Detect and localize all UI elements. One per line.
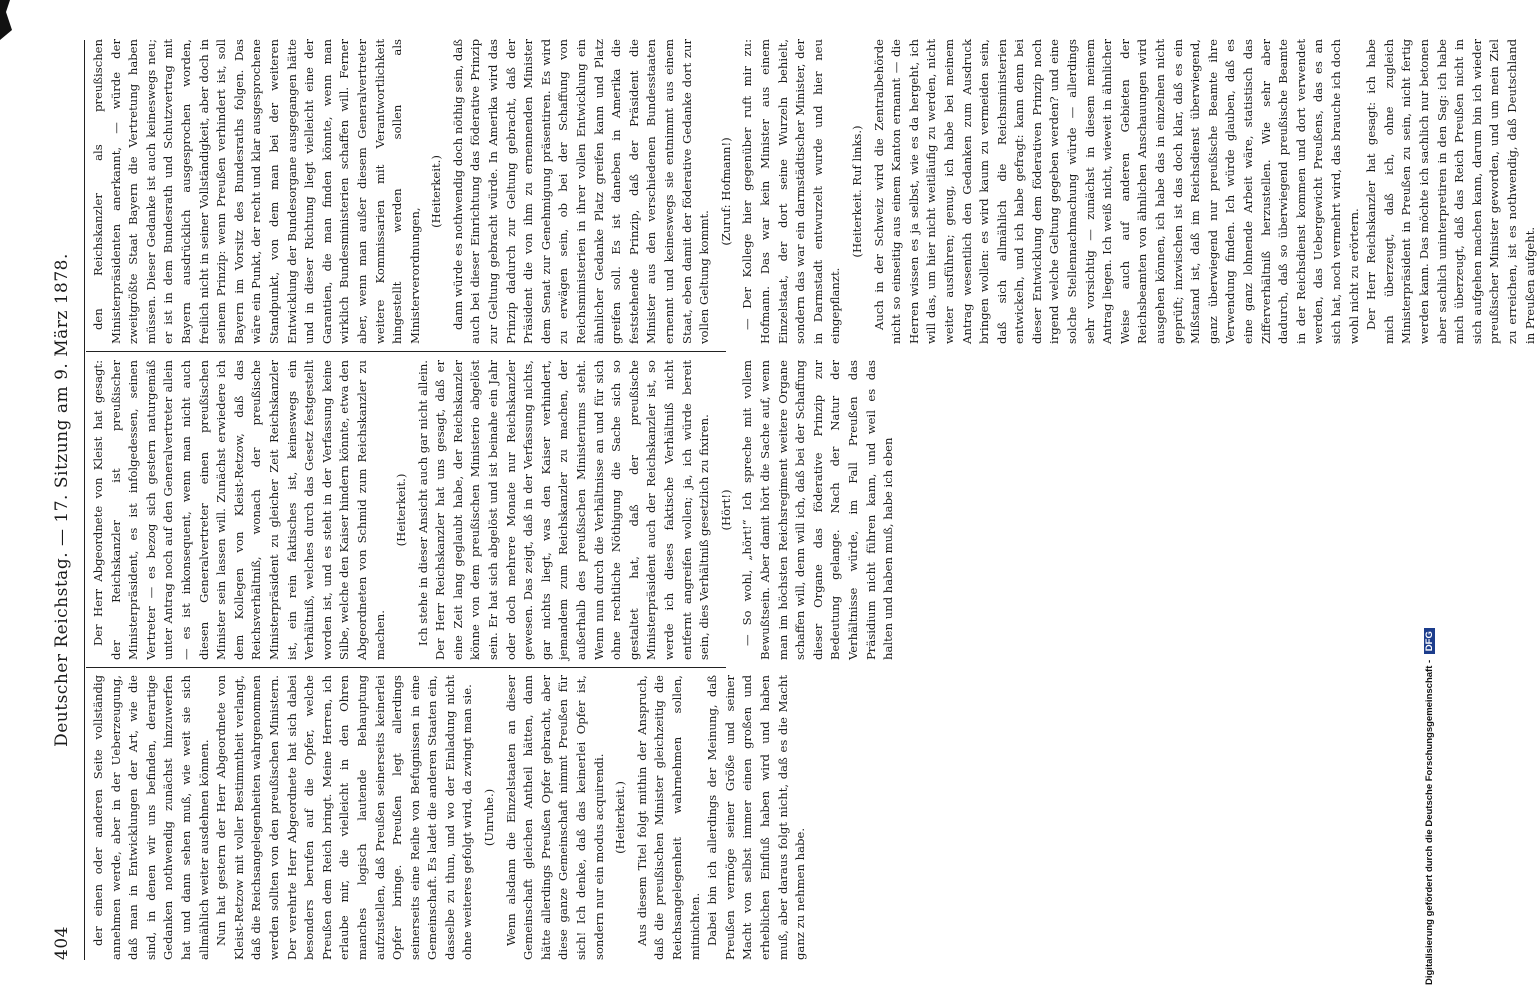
page-number: 404	[52, 926, 72, 960]
interjection: (Unruhe.)	[482, 788, 497, 847]
interjection: (Zuruf: Hofmann!)	[718, 137, 733, 246]
interjection: (Hört!)	[718, 489, 733, 531]
column-rule	[86, 667, 726, 668]
paragraph: Ich stehe in dieser Ansicht auch gar nicht allein. Der Herr Reichskanzler hat uns gesagt, daß er eine Zeit lang geglaubt habe, der Reichskanzler könne von dem preußischen Ministerio abgelöst sein. Er hat sich abgelöst und ist beinahe ein Jahr oder doch mehrere Monate nur Reichskanzler gewesen. Das zeigt, daß in der Verfassung nichts, gar nichts liegt, was den Kaiser verhindert, jemandem zum Reichskanzler zu machen, der außerhalb des preußischen Ministeriums steht. Wenn nun durch die Verhältnisse an und für sich ohne rechtliche Nöthigung die Sache sich so gestaltet hat, daß der preußische Ministerpräsident auch der Reichskanzler ist, so werde ich dieses faktische Verhältniß nicht entfernt angreifen wollen; ja, ich würde bereit sein, dies Verhältniß gesetzlich zu fixiren.	[415, 360, 712, 660]
scan-corner-mark	[0, 0, 16, 40]
paragraph: der einen oder anderen Seite vollständig annehmen werde, aber in der Ueberzeugung, daß man in Entwicklungen der Art, wie die sind, in denen wir uns befinden, derartige Gedanken nothwendig zunächst hinzuwerfen hat und dann sehen muß, wie weit sie sich allmählich weiter ausdehnen können.	[91, 675, 211, 960]
column-top-middle	[90, 359, 896, 660]
header-rule	[84, 40, 85, 960]
dfg-badge: DFG	[1424, 628, 1435, 654]
paragraph: — Der Kollege hier gegenüber ruft mir zu: Hofmann. Das war kein Minister aus einem Einzelstaat, der dort seine Wurzeln behielt, sondern das war ein darmstädtischer Minister, der in Darmstadt entwurzelt wurde und hier neu eingepflanzt.	[740, 39, 843, 344]
paragraph: — So wohl, „hört!“ Ich spreche mit vollem Bewußtsein. Aber damit hört die Sache auf, wenn man im höchsten Reichsregiment weitere Organe schaffen will, denn will ich, daß bei der Schaffung dieser Organe das föderative Prinzip zur Bedeutung gelange. Nach der Natur der Verhältnisse würde, im Fall Preußen das Präsidium nicht führen kann, und weil es das halten und haben muß, habe ich eben	[740, 360, 896, 660]
page-title: Deutscher Reichstag. — 17. Sitzung am 9. März 1878.	[52, 253, 72, 747]
paragraph: Nun hat gestern der Herr Abgeordnete von Kleist-Retzow mit voller Bestimmtheit verlangt, daß die Reichsangelegenheiten wahrgenommen werden sollten von den preußischen Ministern. Der verehrte Herr Abgeordnete hat sich dabei besonders berufen auf die Opfer, welche Preußen dem Reich bringt. Meine Herren, ich erlaube mir, die vielleicht in den Ohren manches logisch lautende Behauptung aufzustellen, daß Preußen seinerseits keinerlei Opfer bringe. Preußen legt allerdings seinerseits eine Reihe von Befugnissen in eine Gemeinschaft. Es ladet die anderen Staaten ein, dasselbe zu thun, und wo der Einladung nicht ohne weiteres gefolgt wird, da zwingt man sie.	[214, 675, 475, 960]
paragraph: Wenn alsdann die Einzelstaaten an dieser Gemeinschaft gleichen Antheil hätten, dann hätte allerdings Preußen Opfer gebracht, aber diese ganze Gemeinschaft nimmt Preußen für sich! Ich denke, daß das keinerlei Opfer ist, sondern nur ein modus acquirendi.	[503, 675, 606, 960]
interjection: (Heiterkeit.)	[394, 473, 409, 547]
interjection: (Heiterkeit.)	[429, 155, 444, 228]
paragraph: den Reichskanzler als preußischen Ministerpräsidenten anerkannt, — würde der zweitgrößte Staat Bayern die Vertretung haben müssen. Dieser Gedanke ist auch keineswegs neu; er ist in dem Bundesrath und Schutzvertrag mit Bayern ausdrücklich ausgesprochen worden, freilich nicht in seiner Vollständigkeit, aber doch in seinem Prinzip: wenn Preußen verhindert ist, soll Bayern im Vorsitz des Bundesraths folgen. Das wäre ein Punkt, der recht und klar ausgesprochene Standpunkt, von dem man bei der weiteren Entwicklung der Bundesorgane ausgegangen hätte und in dieser Richtung liegt vielleicht eine der Garantien, die man finden könnte, wenn man wirklich Bundesministerien schaffen will. Ferner aber, wenn man außer diesem Generalvertreter weitere Kommissarien mit Verantwortlichkeit hingestellt werden sollen als Ministerverordnungen,	[91, 39, 422, 344]
digitization-credit	[1424, 628, 1435, 985]
credit-text: Digitalisierung gefördert durch die Deutsche Forschungsgemeinschaft -	[1424, 659, 1435, 985]
paragraph: Der Herr Reichskanzler hat gesagt: ich habe mich überzeugt, daß ich, ohne zugleich Ministerpräsident in Preußen zu sein, nicht fertig werden kann. Das möchte ich sachlich nur betonen aber sachlich uninterpretiren in den Sag: ich habe mich überzeugt, daß das Reich Preußen nicht in sich aufgehen machen kann, darum bin ich wieder preußischer Minister geworden, und um mein Ziel zu erreichen, ist es nothwendig, daß Deutschland in Preußen aufgeht.	[1364, 39, 1537, 344]
paragraph: Aus diesem Titel folgt mithin der Anspruch, daß die preußischen Minister gleichzeitig die Reichsangelegenheit wahrnehmen sollen, mitnichten.	[634, 675, 702, 960]
paragraph: Auch in der Schweiz wird die Zentralbehörde nicht so einseitig aus einem Kanton ernannt — die Herren wissen es ja selbst, wie es da hergeht, ich will das, um hier nicht weitläufig zu werden, nicht weiter ausführen; genug, ich habe bei meinem Antrag wesentlich den Gedanken zum Ausdruck bringen wollen: es wird kaum zu vermeiden sein, daß sich allmählich die Reichsministerien entwickeln, und ich habe gefragt: kann denn bei dieser Entwicklung dem föderativen Prinzip noch irgend welche Geltung gegeben werden? und eine solche Stellennachmachung würde — allerdings sehr vorsichtig — zunächst in diesem meinem Antrag liegen. Ich weiß nicht, wieweit in ähnlicher Weise auch auf anderen Gebieten der Reichsbeamten von ähnlichen Anschauungen wird ausgehen können, ich habe das in einzelnen nicht geprüft; inzwischen ist das doch klar, daß es ein Mißstand ist, daß im Reichsdienst überwiegend, ganz überwiegend nur preußische Beamte ihre Verwendung finden. Ich würde glauben, daß es eine ganz lohnende Arbeit wäre, statistisch das Zifferverhältniß herzustellen. Wie sehr aber dadurch, daß so überwiegend preußische Beamte in der Reichsdienst kommen und dort verwendet werden, das Uebergewicht Preußens, das es an sich hat, noch vermehrt wird, das brauche ich doch wohl nicht zu erörtern.	[871, 39, 1361, 344]
paragraph: Dabei bin ich allerdings der Meinung, daß Preußen vermöge seiner Größe und seiner Macht von selbst immer einen großen und erheblichen Einfluß haben wird und haben muß, aber daraus folgt nicht, daß es die Macht ganz zu nehmen habe.	[705, 675, 808, 960]
interjection: (Heiterkeit. Ruf links.)	[849, 125, 864, 258]
paragraph: dann würde es nothwendig doch nöthig sein, daß auch bei dieser Einrichtung das föderative Prinzip zur Geltung gebracht würde. In Amerika wird das Prinzip dadurch zur Geltung gebracht, daß der Präsident die von ihm zu ernennenden Minister dem Senat zur Genehmigung präsentiren. Es wird zu erwägen sein, ob bei der Schaffung von Reichsministerien in ihrer vollen Entwicklung ein ähnlicher Gedanke Platz greifen kann und Platz greifen soll. Es ist daneben in Amerika die feststehende Prinzip, daß der Präsident die Minister aus den verschiedenen Bundesstaaten ernennt und keineswegs sie entnimmt aus einem Staat, eben damit der föderative Gedanke dort zur vollen Geltung kommt.	[450, 39, 712, 344]
paragraph: Der Herr Abgeordnete von Kleist hat gesagt: der Reichskanzler ist preußischer Ministerpräsident, es ist infolgedessen, seinen Vertreter — es bezog sich gestern naturgemäß unter Antrag noch auf den Generalvertreter allein — es ist inkonsequent, wenn man nicht auch diesen Generalvertreter einen preußischen Minister sein lassen will. Zunächst erwiedere ich dem Kollegen von Kleist-Retzow, daß das Reichsverhältniß, wonach der preußische Ministerpräsident zu gleicher Zeit Reichskanzler ist, ein rein faktisches ist, keineswegs ein Verhältniß, welches durch das Gesetz festgestellt worden ist, und es steht in der Verfassung keine Silbe, welche den Kaiser hindern könnte, etwa den Abgeordneten von Schmid zum Reichskanzler zu machen.	[91, 359, 387, 660]
page-header	[52, 40, 80, 960]
interjection: (Heiterkeit.)	[613, 781, 628, 854]
column-rule	[86, 351, 726, 352]
column-top-right	[90, 39, 1537, 344]
column-top-left	[90, 675, 808, 960]
